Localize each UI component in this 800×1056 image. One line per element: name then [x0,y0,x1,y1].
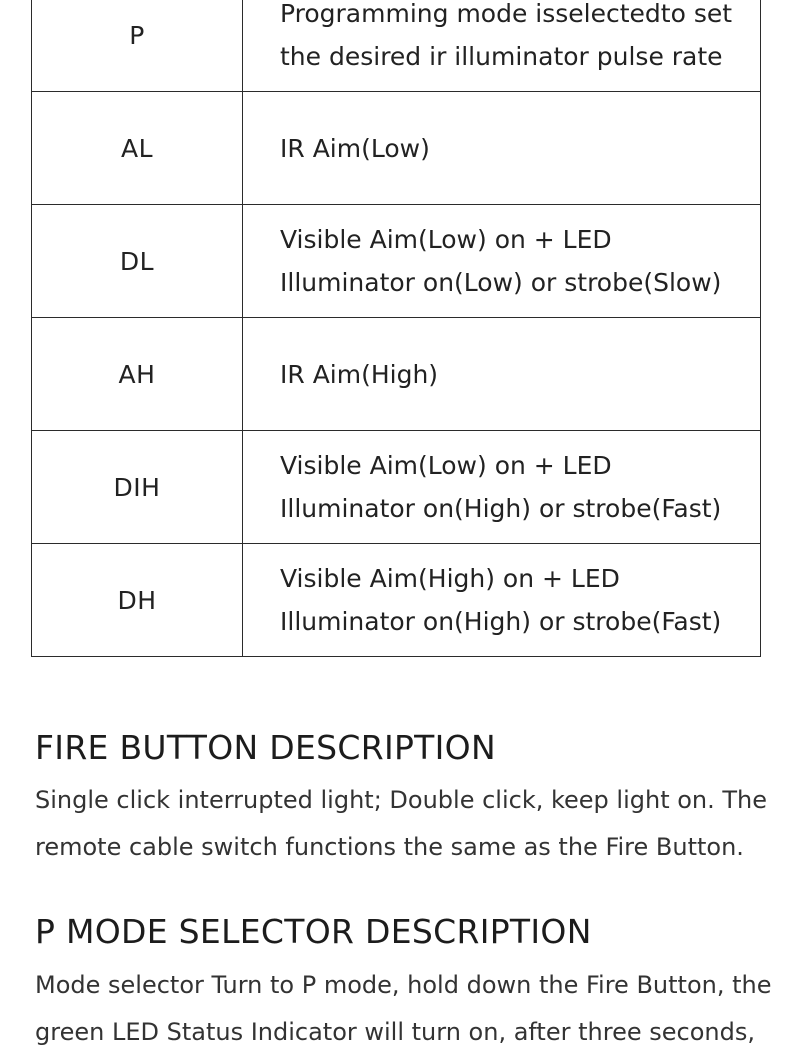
mode-description: IR Aim(Low) [243,92,761,205]
p-mode-description: Mode selector Turn to P mode, hold down the Fire Button, the green LED Status Indicator will turn on, after three seconds, [35,971,772,1046]
mode-code: AL [32,92,243,205]
table-row [32,0,761,92]
table-row [32,544,761,657]
mode-code: AH [32,318,243,431]
mode-code: DIH [32,431,243,544]
table-row [32,205,761,318]
mode-description: Visible Aim(High) on + LED Illuminator on(High) or strobe(Fast) [243,544,761,657]
table-row [32,318,761,431]
mode-description: Programming mode isselectedto set the desired ir illuminator pulse rate [243,0,761,92]
fire-button-title: FIRE BUTTON DESCRIPTION [35,728,496,767]
mode-table [31,0,761,657]
mode-code: DH [32,544,243,657]
table-row [32,92,761,205]
mode-code: DL [32,205,243,318]
table-row [32,431,761,544]
mode-description: Visible Aim(Low) on + LED Illuminator on(High) or strobe(Fast) [243,431,761,544]
mode-description: Visible Aim(Low) on + LED Illuminator on(Low) or strobe(Slow) [243,205,761,318]
p-mode-title: P MODE SELECTOR DESCRIPTION [35,912,592,951]
mode-code: P [32,0,243,92]
mode-description: IR Aim(High) [243,318,761,431]
fire-button-description: Single click interrupted light; Double click, keep light on. The remote cable switch functions the same as the Fire Button. [35,786,768,861]
